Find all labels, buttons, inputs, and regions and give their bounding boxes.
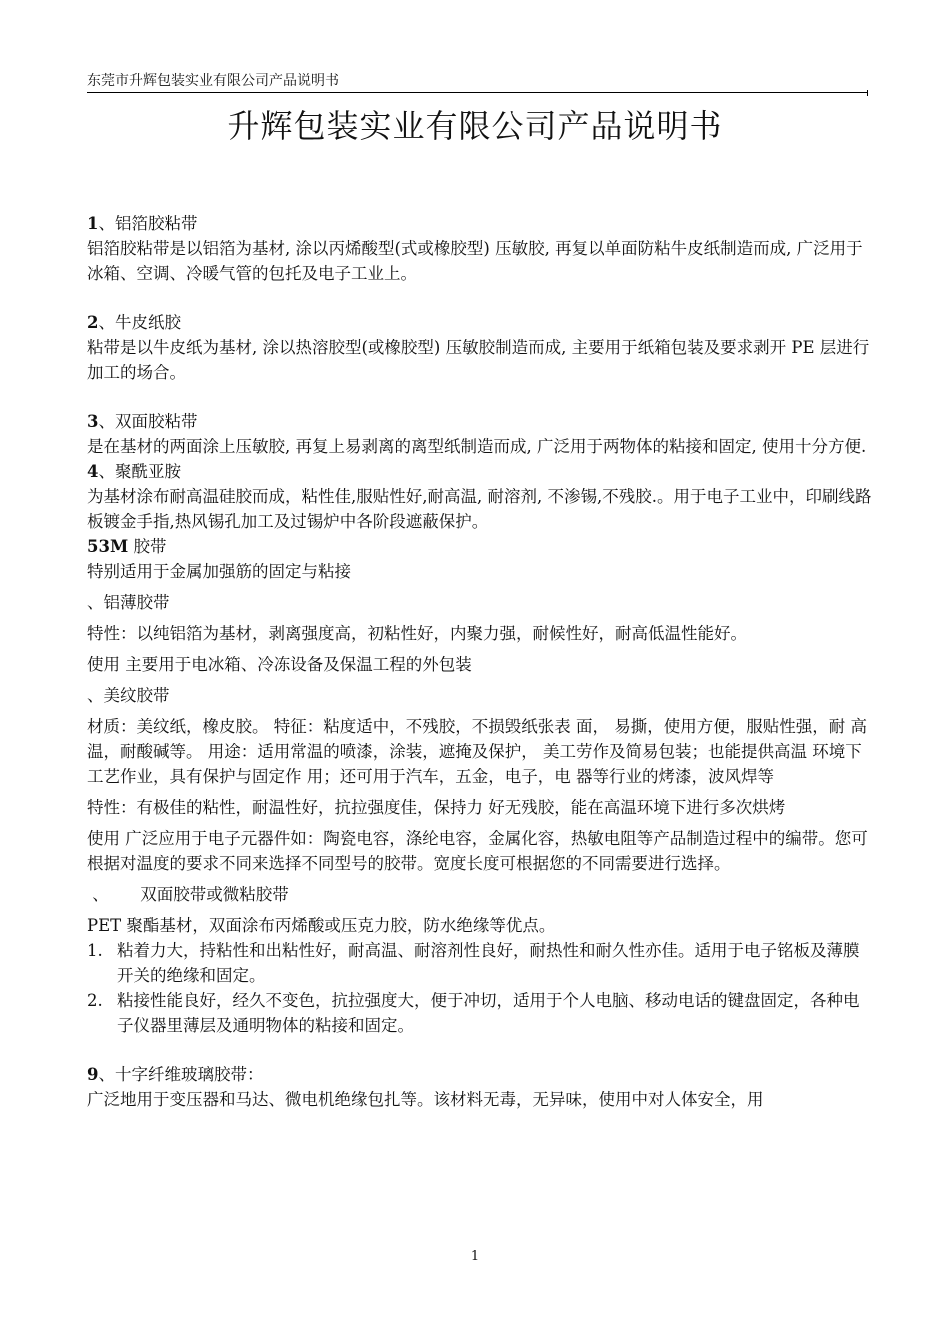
- section-4-heading: 4、聚酰亚胺: [87, 462, 181, 481]
- page-number: 1: [470, 1249, 480, 1264]
- document-body: [87, 211, 872, 1112]
- list-item: 1. 粘着力大，持粘性和出粘性好，耐高温、耐溶剂性良好，耐热性和耐久性亦佳。适用于电子铭板及薄膜开关的绝缘和固定。: [87, 941, 860, 985]
- section-7-heading: 、美纹胶带: [87, 686, 170, 705]
- section-9-body: 广泛地用于变压器和马达、微电机绝缘包扎等。该材料无毒，无异味，使用中对人体安全，用: [87, 1090, 764, 1109]
- section-2-body: 粘带是以牛皮纸为基材, 涂以热溶胶型(或橡胶型) 压敏胶制造而成, 主要用于纸箱包装及要求剥开 PE 层进行加工的场合。: [87, 338, 870, 382]
- running-header-text: 东莞市升辉包装实业有限公司产品说明书: [87, 73, 339, 89]
- section-3-heading: 3、双面胶粘带: [87, 412, 198, 431]
- section-1-body: 铝箔胶粘带是以铝箔为基材, 涂以丙烯酸型(式或橡胶型) 压敏胶, 再复以单面防粘牛皮纸制造而成, 广泛用于冰箱、空调、冷暖气管的包托及电子工业上。: [87, 239, 863, 283]
- section-6-heading: 、铝薄胶带: [87, 593, 170, 612]
- section-6-feature: 特性：以纯铝箔为基材，剥离强度高，初粘性好，内聚力强，耐候性好，耐高低温性能好。: [87, 624, 747, 643]
- section-9-heading: 9、十字纤维玻璃胶带：: [87, 1065, 264, 1084]
- section-7-material: 材质：美纹纸，橡皮胶。 特征：粘度适中，不残胶，不损毁纸张表 面， 易撕，使用方便，服贴性强，耐 高温，耐酸碱等。 用途：适用常温的喷漆，涂装，遮掩及保护， 美工劳作及简易包装；也能提供高温 环境下工艺作业，具有保护与固定作 用；还可用于汽车，五金，电子，电 器等行业的烤漆，波风焊等: [87, 717, 867, 786]
- section-5-heading: 53M 胶带: [87, 537, 167, 556]
- section-8-intro: PET 聚酯基材，双面涂布丙烯酸或压克力胶，防水绝缘等优点。: [87, 916, 556, 935]
- section-3-body: 是在基材的两面涂上压敏胶, 再复上易剥离的离型纸制造而成, 广泛用于两物体的粘接和固定, 使用十分方便.: [87, 437, 867, 456]
- header-rule-tick: [867, 90, 868, 96]
- list-item: 2. 粘接性能良好，经久不变色，抗拉强度大，便于冲切，适用于个人电脑、移动电话的键盘固定，各种电子仪器里薄层及通明物体的粘接和固定。: [87, 991, 860, 1035]
- section-4-body: 为基材涂布耐高温硅胶而成，粘性佳,服贴性好,耐高温, 耐溶剂, 不渗锡,不残胶.。用于电子工业中，印刷线路板镀金手指,热风锡孔加工及过锡炉中各阶段遮蔽保护。: [87, 487, 872, 531]
- section-6-use: 使用 主要用于电冰箱、冷冻设备及保温工程的外包装: [87, 655, 472, 674]
- document-title: 升辉包装实业有限公司产品说明书: [227, 107, 723, 145]
- running-header: [87, 72, 868, 93]
- section-7-feature: 特性：有极佳的粘性，耐温性好，抗拉强度佳，保持力 好无残胶，能在高温环境下进行多次烘烤: [87, 798, 786, 817]
- section-8-heading: 、 双面胶带或微粘胶带: [87, 885, 289, 904]
- section-7-use: 使用 广泛应用于电子元器件如：陶瓷电容，涤纶电容，金属化容，热敏电阻等产品制造过程中的编带。您可根据对温度的要求不同来选择不同型号的胶带。宽度长度可根据您的不同需要进行选择。: [87, 829, 868, 873]
- section-5-body: 特别适用于金属加强筋的固定与粘接: [87, 562, 351, 581]
- section-1-heading: 1、铝箔胶粘带: [87, 214, 198, 233]
- section-2-heading: 2、牛皮纸胶: [87, 313, 181, 332]
